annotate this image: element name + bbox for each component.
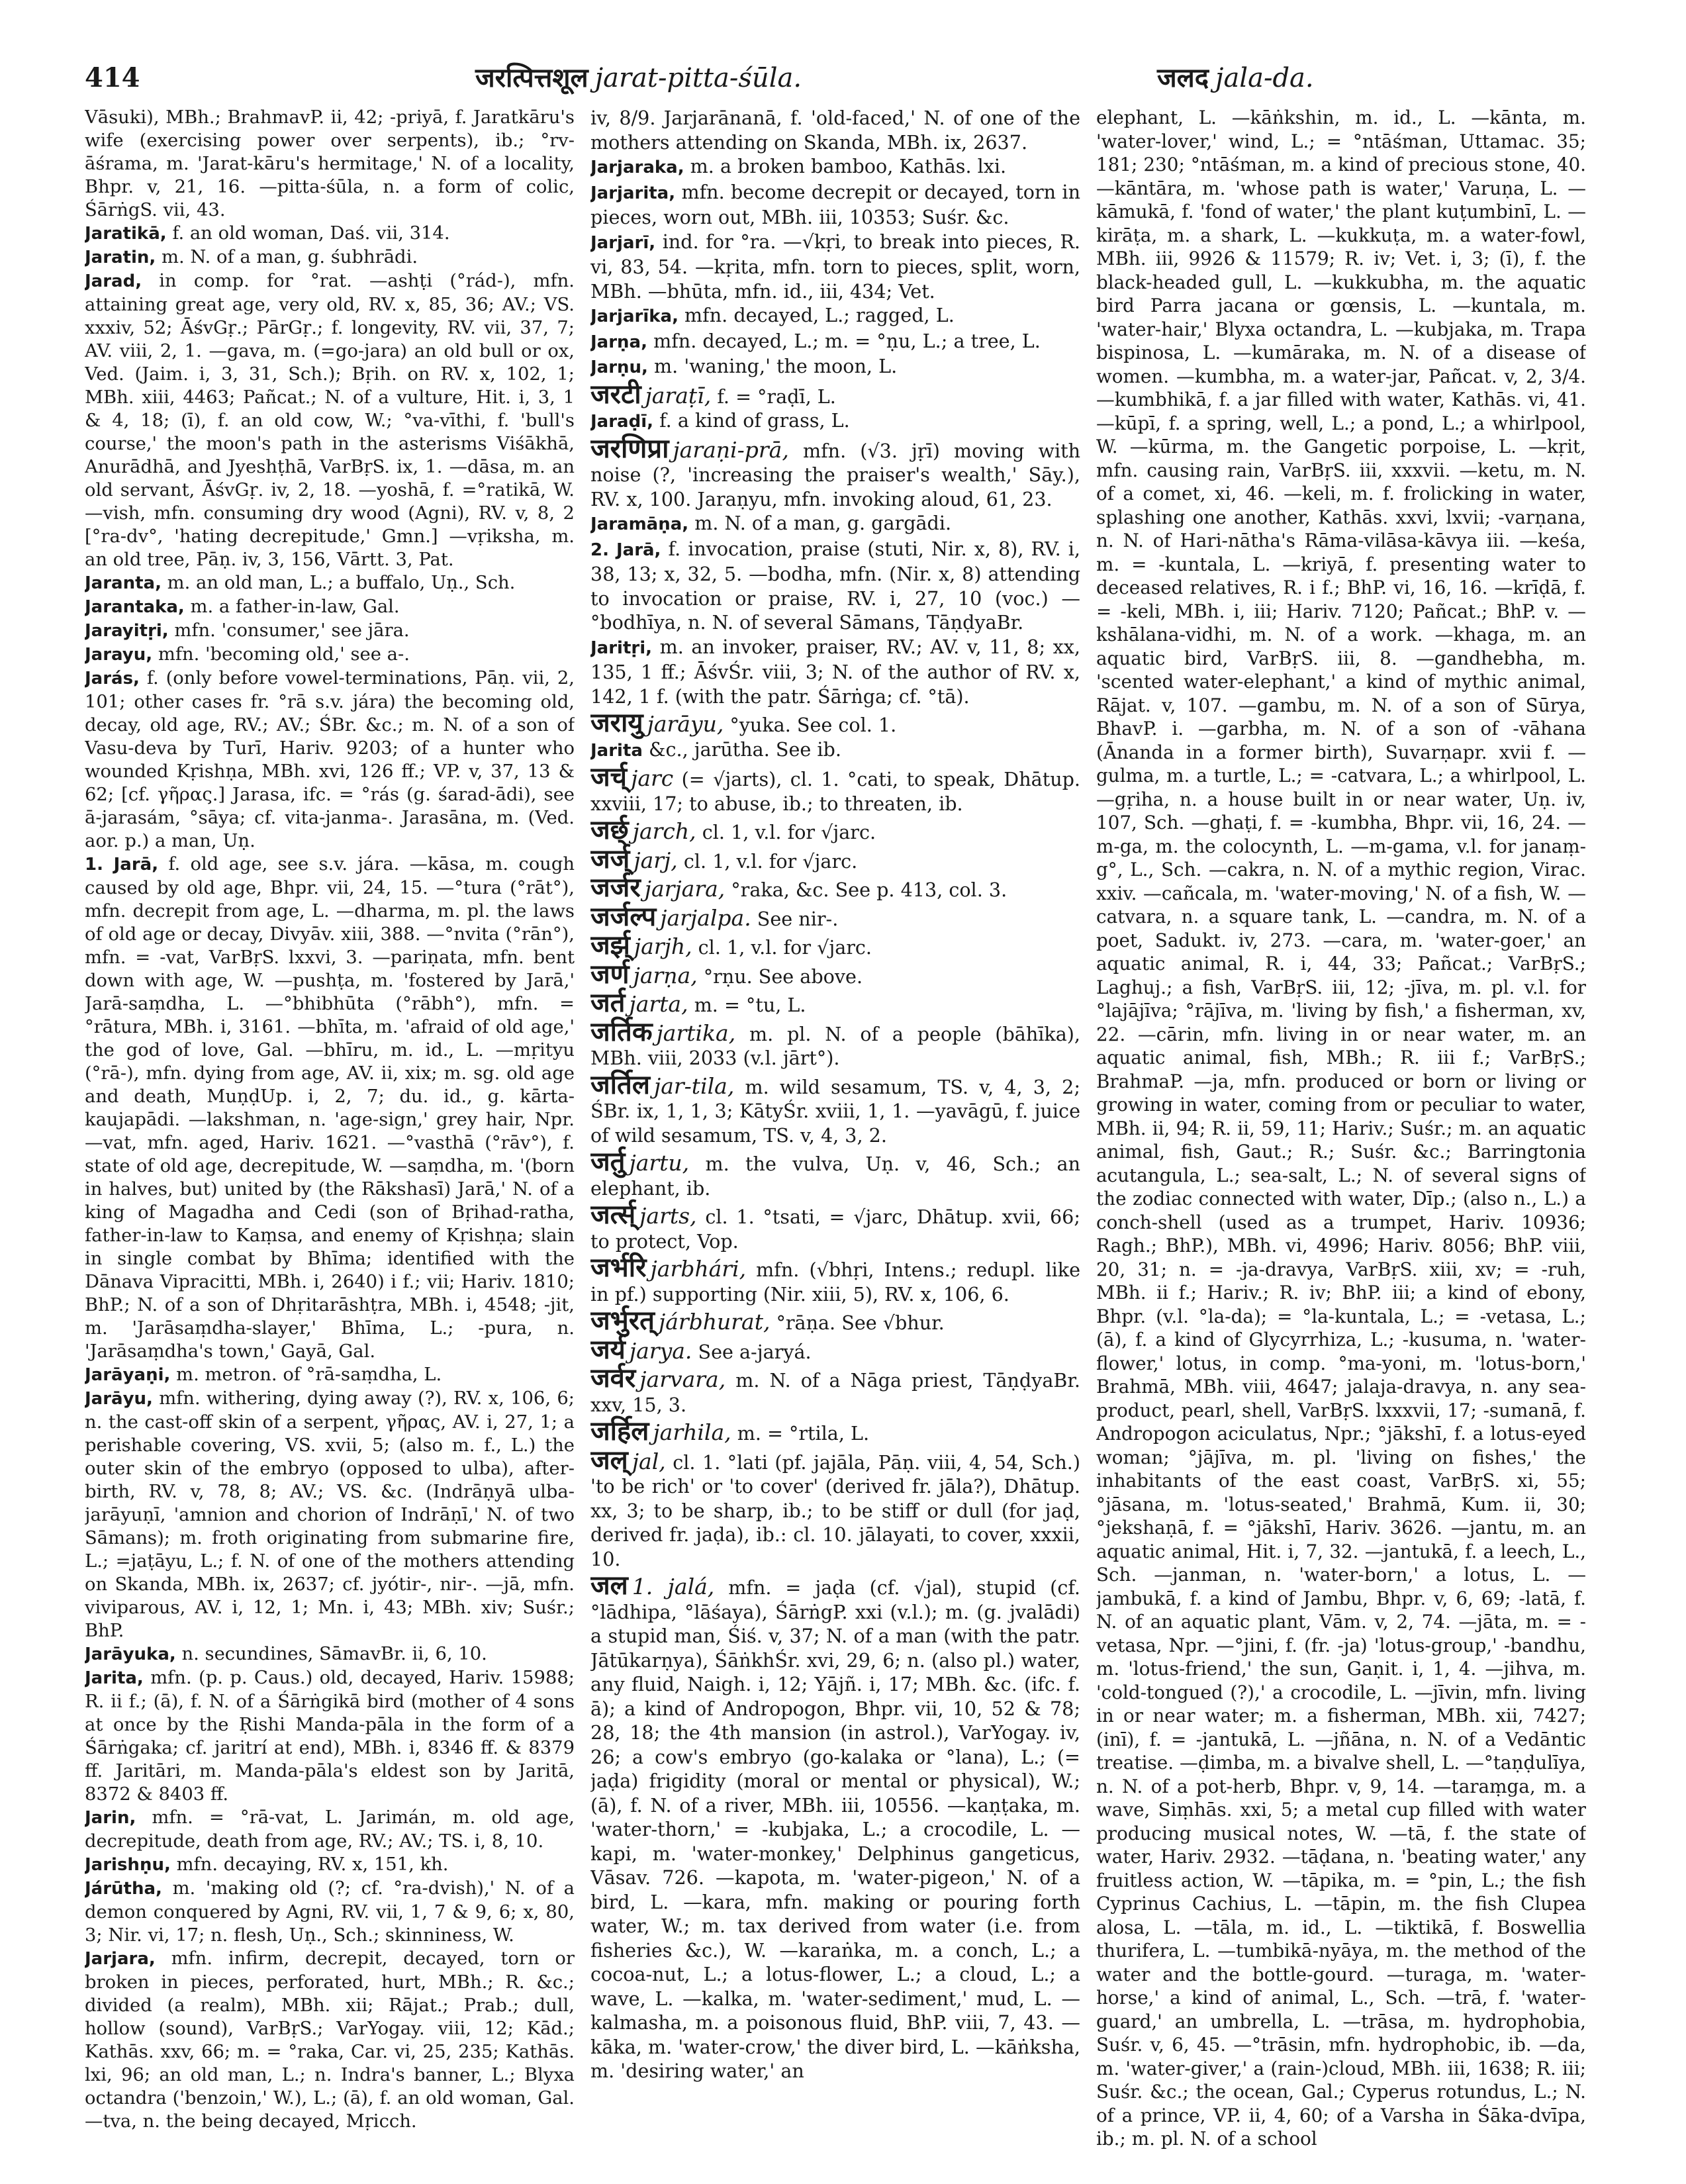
entry-headword: Jaranta, <box>85 573 162 593</box>
dictionary-entry <box>590 1364 1080 1417</box>
dictionary-entry <box>85 269 575 571</box>
entry-devanagari: जर्तिक <box>590 1016 653 1047</box>
entry-definition: cl. 1, v.l. for √jarc. <box>683 849 858 873</box>
entry-transliteration: jarvara, <box>639 1366 726 1392</box>
entry-headword: Jarin, <box>85 1808 136 1828</box>
entry-definition: m. N. of a man, g. gargādi. <box>694 512 952 534</box>
dictionary-entry <box>590 1306 1080 1335</box>
entry-transliteration: 1. jalá, <box>632 1574 715 1599</box>
entry-headword: Jarayitṛi, <box>85 621 169 641</box>
entry-headword: Jarayu, <box>85 645 153 665</box>
entry-headword: Jarishṇu, <box>85 1855 171 1875</box>
entry-transliteration: jarj, <box>633 847 678 873</box>
dictionary-entry <box>590 1417 1080 1446</box>
entry-definition: f. an old woman, Daś. vii, 314. <box>172 223 450 244</box>
entry-definition: f. = °raḍī, L. <box>717 385 836 408</box>
entry-definition: mfn. become decrepit or decayed, torn in pieces, worn out, MBh. iii, 10353; Suśr. &c. <box>590 180 1080 228</box>
dictionary-entry <box>590 380 1080 409</box>
entry-definition: n. secundines, SāmavBr. ii, 6, 10. <box>181 1644 487 1664</box>
dictionary-entry <box>590 931 1080 960</box>
entry-definition: °raka, &c. See p. 413, col. 3. <box>731 878 1007 901</box>
left-head-devanagari: जरत्पित्तशूल <box>475 62 588 93</box>
dictionary-entry <box>590 737 1080 763</box>
entry-definition: m. N. of a man, g. śubhrādi. <box>162 247 418 267</box>
entry-definition: Vāsuki), MBh.; BrahmavP. ii, 42; -priyā, f. Jaratkāru's wife (exercising power over serpents), ib.; °rv-āśrama, m. 'Jarat-kāru's hermitage,' N. of a locality, Bhpr. v, 21, 16. —pitta-śūla, n. a form of colic, ŚārṅgS. vii, 43. <box>85 107 575 220</box>
dictionary-entry <box>85 1642 575 1666</box>
entry-headword: Jaratin, <box>85 248 156 267</box>
entry-definition: m. = °tu, L. <box>694 994 806 1016</box>
entry-headword: Jarjaraka, <box>590 158 684 177</box>
entry-transliteration: jarjara, <box>644 876 726 902</box>
entry-devanagari: जर्ण <box>590 958 630 990</box>
dictionary-entry <box>590 960 1080 989</box>
entry-devanagari: जर्य <box>590 1333 626 1365</box>
entry-definition: m. a father-in-law, Gal. <box>190 596 400 617</box>
entry-definition: mfn. decayed, L.; m. = °ṇu, L.; a tree, L. <box>653 329 1041 352</box>
entry-definition: °rāṇa. See √bhur. <box>776 1311 945 1334</box>
dictionary-entry <box>1096 106 1586 2151</box>
dictionary-entry <box>590 180 1080 230</box>
entry-definition: mfn. decayed, L.; ragged, L. <box>684 304 955 326</box>
entry-definition: m. pl. N. of a people (bāhīka), MBh. viii, 2033 (v.l. jārt°). <box>590 1022 1080 1069</box>
entry-definition: mfn. infirm, decrepit, decayed, torn or broken in pieces, perforated, hurt, MBh.; R. &c.; divided (a realm), MBh. xii; Rājat.; Prab.; dull, hollow (sound), VarBṛS.; VarYogay. viii, 12; Kād.; Kathās. xxv, 66; m. = °raka, Car. vi, 25, 235; Kathās. lxi, 96; an old man, L.; n. Indra's banner, L.; Blyxa octandra ('benzoin,' W.), L.; (ā), f. an old woman, Gal. —tva, n. the being decayed, Mṛicch. <box>85 1948 575 2132</box>
entry-headword: Jarita <box>590 740 643 761</box>
dictionary-entry <box>85 1853 575 1877</box>
dictionary-entry <box>590 708 1080 737</box>
entry-devanagari: जल् <box>590 1444 628 1476</box>
entry-headword: 1. Jarā, <box>85 855 159 875</box>
entry-headword: Jarjarita, <box>590 183 676 203</box>
dictionary-entry <box>85 643 575 667</box>
entry-definition: mfn. (√3. jṛī) moving with noise (?, 'increasing the praiser's wealth,' Sāy.), RV. x, 100. Jaraṇyu, mfn. invoking aloud, 61, 23. <box>590 439 1080 510</box>
dictionary-entry <box>85 106 575 222</box>
entry-devanagari: जर्झ् <box>590 929 630 961</box>
entry-devanagari: जर्त्स् <box>590 1199 636 1230</box>
entry-headword: Jarāyu, <box>85 1389 153 1409</box>
entry-headword: Jarāyaṇi, <box>85 1365 171 1385</box>
right-head-translit: jala-da. <box>1215 63 1314 93</box>
dictionary-entry <box>590 845 1080 874</box>
dictionary-entry <box>85 222 575 246</box>
entry-definition: &c., jarūtha. See ib. <box>649 737 841 761</box>
left-running-head <box>475 58 802 98</box>
entry-headword: Jaritṛi, <box>590 638 652 658</box>
column-3 <box>1096 106 1586 2158</box>
entry-definition: cl. 1, v.l. for √jarc. <box>698 936 872 959</box>
entry-transliteration: jartu, <box>629 1150 690 1176</box>
entry-devanagari: जर्ज् <box>590 843 630 875</box>
entry-devanagari: जर्भरि <box>590 1252 647 1283</box>
entry-definition: m. an old man, L.; a buffalo, Uṇ., Sch. <box>167 573 516 593</box>
dictionary-entry <box>590 154 1080 180</box>
dictionary-entry <box>590 902 1080 931</box>
dictionary-entry <box>590 434 1080 512</box>
entry-definition: See a-jaryá. <box>698 1340 812 1363</box>
entry-devanagari: जर्च् <box>590 761 628 792</box>
column-1 <box>85 106 575 2158</box>
entry-transliteration: jarjh, <box>633 933 692 959</box>
dictionary-entry <box>85 619 575 643</box>
entry-definition: f. invocation, praise (stuti, Nir. x, 8), RV. i, 38, 13; x, 32, 5. —bodha, mfn. (Nir. x, 8) attending to invocation or praise, RV. i, 27, 10 (voc.) —°bodhīya, n. N. of several Sāmans, TāṇḍyaBr. <box>590 537 1080 634</box>
entry-definition: m. metron. of °rā-saṃdha, L. <box>176 1364 442 1385</box>
dictionary-entry <box>85 595 575 619</box>
column-2 <box>590 106 1080 2158</box>
dictionary-entry <box>590 1018 1080 1070</box>
dictionary-entry <box>590 106 1080 154</box>
entry-headword: Jarad, <box>85 271 142 291</box>
entry-definition: (= √jarts), cl. 1. °cati, to speak, Dhātup. xxviii, 17; to abuse, ib.; to threaten, ib. <box>590 768 1080 815</box>
entry-definition: elephant, L. —kāṅkshin, m. id., L. —kānta, m. 'water-lover,' wind, L.; = °ntāśman, Uttamac. 35; 181; 230; °ntāśman, m. a kind of precious stone, 40. —kāntāra, m. 'whose path is water,' Varuṇa, L. —kāmukā, f. 'fond of water,' the plant kuṭumbinī, L. —kirāṭa, m. a shark, L. —kukkuṭa, m. a water-fowl, MBh. iii, 9926 & 11579; R. iv; Vet. i, 3; (ī), f. the black-headed gull, L. —kukkubha, m. the aquatic bird Parra jacana or gœnsis, L. —kuntala, m. 'water-hair,' Blyxa octandra, L. —kubjaka, m. Trapa bispinosa, L. —kumāraka, m. N. of a disease of women. —kumbha, m. a water-jar, Pañcat. v, 2, 3/4. —kumbhikā, f. a jar filled with water, Kathās. vi, 41. —kūpī, f. a spring, well, L.; a pond, L.; a whirlpool, W. —kūrma, m. the Gangetic porpoise, L. —kṛit, mfn. causing rain, VarBṛS. iii, xxxvii. —ketu, m. N. of a comet, xi, 46. —keli, m. f. frolicking in water, splashing one another, Kathās. xxvi, lxvii; -varṇana, n. N. of Hari-nātha's Rāma-vilāsa-kāvya iii. —keśa, m. = -kuntala, L. —kriyā, f. presenting water to deceased relatives, R. i f.; BhP. vi, 16, 16. —krīḍā, f. = -keli, MBh. i, iii; Hariv. 7120; Pañcat.; BhP. v. —kshālana-vidhi, m. N. of a work. —khaga, m. an aquatic bird, VarBṛS. iii, 8. —gandhebha, m. 'scented water-elephant,' a kind of mythic animal, Rājat. v, 107. —gambu, m. N. of a son of Sūrya, BhavP. i. —garbha, m. N. of a son of -vāhana (Ānanda in a former birth), Suvarṇapr. xvii f. —gulma, m. a turtle, L.; = -catvara, L.; a whirlpool, L. —gṛiha, n. a house built in or near water, Uṇ. iv, 107, Sch. —ghaṭi, f. = -kumbha, Bhpr. vii, 16, 24. —m-ga, m. the colocynth, L. —m-gama, v.l. for janaṃ-g°, L., Sch. —cakra, n. N. of a mythic region, Virac. xxiv. —cañcala, m. 'water-moving,' N. of a fish, W. —catvara, n. a square tank, L. —candra, m. N. of a poet, Sadukt. iv, 273. —cara, m. 'water-goer,' an aquatic animal, R. i, 44, 33; Pañcat.; VarBṛS.; Laghuj.; a fish, VarBṛS. iii, 12; -jīva, m. pl. v.l. for °lajājīva; °rājīva, m. 'living by fish,' a fisherman, xv, 22. —cārin, mfn. living in or near water, m. an aquatic animal, fish, MBh.; R. iii f.; VarBṛS.; BrahmaP. —ja, mfn. produced or born or living or growing in water, coming from or peculiar to water, MBh. ii, 94; R. ii, 59, 11; Hariv.; Suśr.; m. an aquatic animal, fish, Gaut.; R.; Suśr. &c.; Barringtonia acutangula, L.; sea-salt, L.; N. of several signs of the zodiac connected with water, Dīp.; (also n., L.) a conch-shell (used as a trumpet, Hariv. 10936; Ragh.; BhP.), MBh. vi, 4996; Hariv. 8056; BhP. viii, 20, 31; n. = -ja-dravya, VarBṛS. xiii, xv; = -ruh, MBh. ii f.; Hariv.; R. iv; BhP. iii; a kind of ebony, Bhpr. (v.l. °la-da); = °la-kuntala, L.; = -vetasa, L.; (ā), f. a kind of Glycyrrhiza, L.; -kusuma, n. 'water-flower,' lotus, in comp. °ma-yoni, m. 'lotus-born,' Brahmā, MBh. viii, 4647; jalaja-dravya, n. any sea-product, pearl, shell, VarBṛS. lxxxvii, 17; -sumanā, f. Andropogon aciculatus, Npr.; °jākshī, f. a lotus-eyed woman; °jājīva, m. pl. 'living on fishes,' the inhabitants of the east coast, VarBṛS. xi, 55; °jāsana, m. 'lotus-seated,' Brahmā, Kum. ii, 30; °jekshaṇā, f. = °jākshī, Hariv. 3626. —jantu, m. an aquatic animal, Hit. i, 7, 32. —jantukā, f. a leech, L., Sch. —janman, n. 'water-born,' a lotus, L. —jambukā, f. a kind of Jambu, Bhpr. v, 6, 69; -latā, f. N. of an aquatic plant, Vām. v, 2, 74. —jāta, m. = -vetasa, Npr. —°jini, f. (fr. -ja) 'lotus-group,' -bandhu, m. 'lotus-friend,' the sun, Gaṇit. i, 1, 4. —jihva, m. 'cold-tongued (?),' a crocodile, L. —jīvin, mfn. living in or near water; m. a fisherman, MBh. xii, 7427; (inī), f. = -jantukā, L. —jñāna, n. N. of a Vedāntic treatise. —ḍimba, m. a bivalve shell, L. —°taṇḍulīya, n. N. of a pot-herb, Bhpr. v, 9, 14. —taraṃga, m. a wave, Siṃhās. xxi, 5; a metal cup filled with water producing musical notes, W. —tā, f. the state of water, Hariv. 2932. —tāḍana, n. 'beating water,' any fruitless action, W. —tāpika, m. = °pin, L.; the fish Cyprinus Cachius, L. —tāpin, m. the fish Clupea alosa, L. —tāla, m. id., L. —tiktikā, f. Boswellia thurifera, L. —tumbikā-nyāya, m. the method of the water and the bottle-gourd. —turaga, m. 'water-horse,' a kind of animal, L., Sch. —trā, f. 'water-guard,' an umbrella, L. —trāsa, m. hydrophobia, Suśr. v, 6, 45. —°trāsin, mfn. hydrophobic, ib. —da, m. 'water-giver,' a (rain-)cloud, MBh. iii, 1638; R. iii; Suśr. &c.; the ocean, Gal.; Cyperus rotundus, L.; N. of a prince, VP. ii, 4, 60; of a Varsha in Śāka-dvīpa, ib.; m. pl. N. of a school <box>1096 107 1586 2150</box>
dictionary-entry <box>590 230 1080 304</box>
right-head-devanagari: जलद <box>1157 62 1209 93</box>
dictionary-entry <box>590 537 1080 635</box>
entry-devanagari: जल <box>590 1570 628 1601</box>
dictionary-entry <box>590 1253 1080 1306</box>
entry-definition: °rṇu. See above. <box>703 965 863 988</box>
dictionary-entry <box>590 303 1080 329</box>
entry-definition: in comp. for °rat. —ashṭi (°rád-), mfn. attaining great age, very old, RV. x, 85, 36; AV.; VS. xxxiv, 52; ĀśvGṛ.; PārGṛ.; f. longevity, RV. vii, 37, 7; AV. viii, 2, 1. —gava, m. (=go-jara) an old bull or ox, Ved. (Jaim. i, 3, 31, Sch.); Bṛih. on RV. x, 102, 1; MBh. xiii, 4463; Pañcat.; N. of a vulture, Hit. i, 3, 1 & 4, 18; (ī), f. an old cow, W.; °va-vīthi, f. 'bull's course,' the moon's path in the asterisms Viśākhā, Anurādhā, and Jyeshṭhā, VarBṛS. ix, 1. —dāsa, m. an old servant, ĀśvGṛ. iv, 2, 18. —yoshā, f. =°ratikā, W. —vish, mfn. consuming dry wood (Agni), RV. v, 8, 2 [°ra-dv°, 'hating decrepitude,' Gmn.] —vṛiksha, m. an old tree, Pāṇ. iv, 3, 156, Vārtt. 3, Pat. <box>85 271 575 570</box>
entry-devanagari: जर्हिल <box>590 1415 649 1447</box>
entry-definition: m. wild sesamum, TS. v, 4, 3, 2; ŚBr. ix, 1, 1, 3; KātyŚr. xviii, 1, 1. —yavāgū, f. juice of wild sesamum, TS. v, 4, 3, 2. <box>590 1075 1080 1147</box>
page-header <box>85 58 1607 98</box>
entry-definition: mfn. (√bhṛi, Intens.; redupl. like in pf.) supporting (Nir. xiii, 5), RV. x, 106, 6. <box>590 1258 1080 1306</box>
dictionary-entry <box>590 1335 1080 1364</box>
entry-devanagari: जर्छ् <box>590 814 629 845</box>
entry-transliteration: jarhila, <box>653 1419 731 1445</box>
dictionary-entry <box>590 1070 1080 1148</box>
page-number: 414 <box>85 62 140 93</box>
entry-definition: f. a kind of grass, L. <box>659 409 850 432</box>
entry-devanagari: जर्जर <box>590 872 641 903</box>
entry-definition: m. the vulva, Uṇ. v, 46, Sch.; an elephant, ib. <box>590 1153 1080 1200</box>
dictionary-entry <box>590 408 1080 434</box>
entry-headword: Jarita, <box>85 1668 144 1688</box>
entry-definition: mfn. decaying, RV. x, 151, kh. <box>176 1854 449 1875</box>
entry-definition: f. old age, see s.v. jára. —kāsa, m. cough caused by old age, Bhpr. vii, 24, 15. —°tura (°rāt°), mfn. decrepit from age, L. —dharma, m. pl. the laws of old age or decay, Divyāv. xiii, 388. —°nvita (°rān°), mfn. = -vat, VarBṛS. lxxvi, 3. —pariṇata, mfn. bent down with age, W. —pushṭa, m. 'fostered by Jarā,' Jarā-saṃdha, L. —°bhibhūta (°rābh°), mfn. = °rātura, MBh. i, 3161. —bhīta, m. 'afraid of old age,' the god of love, Gal. —bhīru, m. id., L. —mṛityu (°rā-), mfn. dying from age, AV. ii, xix; m. sg. old age and death, MuṇḍUp. i, 2, 7; du. id., g. kārta-kaujapādi. —lakshman, n. 'age-sign,' grey hair, Npr. —vat, mfn. aged, Hariv. 1621. —°vasthā (°rāv°), f. state of old age, decrepitude, W. —saṃdha, m. '(born in halves, but) united by (the Rākshasī) Jarā,' N. of a king of Magadha and Cedi (son of Bṛihad-ratha, father-in-law to Kaṃsa, and enemy of Kṛishṇa; slain in single combat by Bhīma; identified with the Dānava Vipracitti, MBh. i, 2640) i f.; vii; Hariv. 1810; BhP.; N. of a son of Dhṛitarāshṭra, MBh. i, 4548; -jit, m. 'Jarāsaṃdha-slayer,' Bhīma, L.; -pura, n. 'Jarāsaṃdha's town,' Gayā, Gal. <box>85 854 575 1362</box>
entry-definition: See nir-. <box>757 907 839 930</box>
entry-transliteration: jarta, <box>629 991 688 1017</box>
dictionary-entry <box>590 1571 1080 2083</box>
dictionary-entry <box>85 1387 575 1642</box>
entry-definition: mfn. = jaḍa (cf. √jal), stupid (cf. °lādhipa, °lāśaya), ŚārṅgP. xxi (v.l.); m. (g. jvalādi) a stupid man, Śiś. v, 37; N. of a man (with the patr. Jātūkarṇya), ŚāṅkhŚr. xvi, 29, 6; n. (also pl.) water, any fluid, Naigh. i, 12; Yājñ. i, 17; MBh. &c. (ifc. f. ā); a kind of Andropogon, Bhpr. vii, 10, 52 & 78; 28, 18; the 4th mansion (in astrol.), VarYogay. iv, 26; a cow's embryo (go-kalaka or °lana), L.; (= jaḍa) frigidity (moral or mental or physical), W.; (ā), f. N. of a river, MBh. iii, 10556. —kaṇṭaka, m. 'water-thorn,' = -kubjaka, L.; a crocodile, L. —kapi, m. 'water-monkey,' Delphinus gangeticus, Vāsav. 726. —kapota, m. 'water-pigeon,' N. of a bird, L. —kara, mfn. making or pouring forth water, W.; m. tax derived from water (i.e. from fisheries &c.), W. —karaṅka, m. a conch, L.; a cocoa-nut, L.; a lotus-flower, L.; a cloud, L.; a wave, L. —kalka, m. 'water-sediment,' mud, L. —kalmasha, m. a poisonous fluid, BhP. viii, 7, 43. —kāka, m. 'water-crow,' the diver bird, L. —kāṅksha, m. 'desiring water,' an <box>590 1576 1080 2082</box>
entry-transliteration: jar-tila, <box>653 1072 735 1099</box>
dictionary-entry <box>590 1446 1080 1572</box>
entry-transliteration: jarc <box>631 765 674 791</box>
entry-definition: mfn. 'becoming old,' see a-. <box>158 644 410 665</box>
entry-headword: 2. Jarā, <box>590 540 661 560</box>
entry-definition: m. 'making old (?; cf. °ra-dvish),' N. of a demon conquered by Agni, RV. vii, 1, 7 & 9, 6; x, 80, 3; Nir. vi, 17; n. flesh, Uṇ., Sch.; skinniness, W. <box>85 1878 575 1946</box>
entry-transliteration: jarāyu, <box>647 711 724 737</box>
entry-definition: iv, 8/9. Jarjarānanā, f. 'old-faced,' N. of one of the mothers attending on Skanda, MBh. ix, 2637. <box>590 107 1080 154</box>
entry-transliteration: jal, <box>632 1448 666 1474</box>
dictionary-entry <box>590 988 1080 1018</box>
entry-headword: Jarás, <box>85 669 140 688</box>
entry-definition: cl. 1, v.l. for √jarc. <box>702 821 876 843</box>
entry-devanagari: जर्तिल <box>590 1068 650 1100</box>
entry-devanagari: जर्तु <box>590 1146 626 1177</box>
dictionary-entry <box>590 763 1080 816</box>
entry-devanagari: जर्भुरत् <box>590 1305 655 1336</box>
entry-definition: cl. 1. °lati (pf. jajāla, Pāṇ. viii, 4, 54, Sch.) 'to be rich' or 'to cover' (derived fr. jāla?), Dhātup. xx, 3; to be sharp, ib.; to be stiff or dull (for jaḍ, derived fr. jaḍa), ib.: cl. 10. jālayati, to cover, xxxii, 10. <box>590 1450 1080 1570</box>
dictionary-entry <box>85 853 575 1363</box>
entry-transliteration: jartika, <box>656 1020 736 1046</box>
entry-headword: Jarjarīka, <box>590 307 679 326</box>
dictionary-entry <box>85 246 575 269</box>
dictionary-entry <box>590 1200 1080 1253</box>
dictionary-entry <box>85 1666 575 1806</box>
entry-headword: Jarṇu, <box>590 357 648 377</box>
entry-definition: °yuka. See col. 1. <box>729 714 897 736</box>
dictionary-entry <box>85 1877 575 1947</box>
entry-definition: m. = °rtila, L. <box>737 1422 870 1445</box>
entry-definition: m. 'waning,' the moon, L. <box>654 355 898 377</box>
entry-headword: Jaramāṇa, <box>590 514 689 534</box>
dictionary-entry <box>85 1363 575 1387</box>
entry-definition: mfn. 'consumer,' see jāra. <box>174 620 410 641</box>
entry-definition: cl. 1. °tsati, = √jarc, Dhātup. xvii, 66; to protect, Vop. <box>590 1206 1080 1253</box>
dictionary-entry <box>85 571 575 595</box>
dictionary-entry <box>590 1147 1080 1200</box>
entry-devanagari: जरायु <box>590 707 643 738</box>
entry-definition: mfn. = °rā-vat, L. Jarimán, m. old age, decrepitude, death from age, RV.; AV.; TS. i, 8, 10. <box>85 1807 575 1852</box>
right-running-head <box>1157 58 1314 98</box>
dictionary-entry <box>85 667 575 853</box>
entry-devanagari: जरटी <box>590 378 641 410</box>
entry-transliteration: jarṇa, <box>633 962 698 988</box>
entry-definition: ind. for °ra. —√kṛi, to break into pieces, R. vi, 83, 54. —kṛita, mfn. torn to pieces, split, worn, MBh. —bhūta, mfn. id., iii, 434; Vet. <box>590 230 1080 303</box>
entry-transliteration: jarjalpa. <box>660 904 751 931</box>
entry-headword: Jaratikā, <box>85 224 167 244</box>
entry-definition: mfn. withering, dying away (?), RV. x, 106, 6; n. the cast-off skin of a serpent, γῆρας, AV. i, 27, 1; a perishable covering, VS. xvii, 5; (also m. f., L.) the outer skin of the embryo (opposed to ulba), after-birth, RV. v, 78, 8; AV.; VS. &c. (Indrāṇyā ulba-jarāyuṇī, 'amnion and chorion of Indrāṇī,' N. of two Sāmans); m. froth originating from submarine fire, L.; =jaṭāyu, L.; f. N. of one of the mothers attending on Skanda, MBh. ix, 2637; cf. jyótir-, nir-. —jā, mfn. viviparous, AV. i, 12, 1; Mn. i, 43; MBh. xiv; Suśr.; BhP. <box>85 1388 575 1641</box>
dictionary-entry <box>590 816 1080 845</box>
entry-devanagari: जर्त <box>590 987 626 1018</box>
entry-headword: Jarṇa, <box>590 332 647 352</box>
entry-definition: f. (only before vowel-terminations, Pāṇ. vii, 2, 101; other cases fr. °rā s.v. jára) the becoming old, decay, old age, RV.; AV.; ŚBr. &c.; m. N. of a son of Vasu-deva by Turī, Hariv. 9203; of a hunter who wounded Kṛishṇa, MBh. xvi, 126 ff.; VP. v, 37, 13 & 62; [cf. γῆρας.] Jarasa, ifc. = °rás (g. śarad-ādi), see ā-jarasám, °sāya; cf. vita-janma-. Jarasāna, m. (Ved. aor. p.) a man, Uṇ. <box>85 668 575 851</box>
dictionary-entry <box>590 354 1080 380</box>
entry-definition: m. N. of a Nāga priest, TāṇḍyaBr. xxv, 15, 3. <box>590 1369 1080 1416</box>
entry-headword: Jarāyuka, <box>85 1644 176 1664</box>
entry-transliteration: járbhurat, <box>658 1309 771 1335</box>
entry-headword: Jaraḍī, <box>590 412 653 432</box>
entry-transliteration: jarts, <box>639 1203 697 1229</box>
dictionary-entry <box>85 1947 575 2133</box>
entry-transliteration: jaraṭī, <box>645 382 712 408</box>
dictionary-entry <box>85 1806 575 1853</box>
entry-headword: Jarantaka, <box>85 597 185 617</box>
entry-definition: m. an invoker, praiser, RV.; AV. v, 11, 8; xx, 135, 1 ff.; ĀśvŚr. viii, 3; N. of the author of RV. x, 142, 1 f. (with the patr. Śārṅga; cf. °tā). <box>590 635 1080 708</box>
entry-headword: Járūtha, <box>85 1879 162 1899</box>
dictionary-entry <box>590 329 1080 355</box>
dictionary-entry <box>590 873 1080 902</box>
left-head-translit: jarat-pitta-śūla. <box>594 63 802 93</box>
entry-transliteration: jarch, <box>632 818 696 844</box>
dictionary-entry <box>590 511 1080 537</box>
entry-devanagari: जरणिप्रा <box>590 432 669 464</box>
entry-headword: Jarjarī, <box>590 232 656 253</box>
entry-devanagari: जर्जल्प <box>590 900 657 932</box>
entry-definition: mfn. (p. p. Caus.) old, decayed, Hariv. 15988; R. ii f.; (ā), f. N. of a Śārṅgikā bird (mother of 4 sons at once by the Ṛishi Manda-pāla in the form of a Śārṅgaka; cf. jaritrí at end), MBh. i, 8346 ff. & 8379 ff. Jaritāri, m. Manda-pāla's eldest son by Jaritā, 8372 & 8403 ff. <box>85 1668 575 1805</box>
entry-headword: Jarjara, <box>85 1949 156 1969</box>
entry-transliteration: jarbhári, <box>650 1256 747 1282</box>
entry-definition: m. a broken bamboo, Kathās. lxi. <box>690 155 1007 177</box>
entry-transliteration: jarya. <box>629 1337 692 1364</box>
entry-transliteration: jaraṇi-prā, <box>673 436 789 463</box>
entry-devanagari: जर्वर <box>590 1362 636 1394</box>
dictionary-entry <box>590 635 1080 709</box>
